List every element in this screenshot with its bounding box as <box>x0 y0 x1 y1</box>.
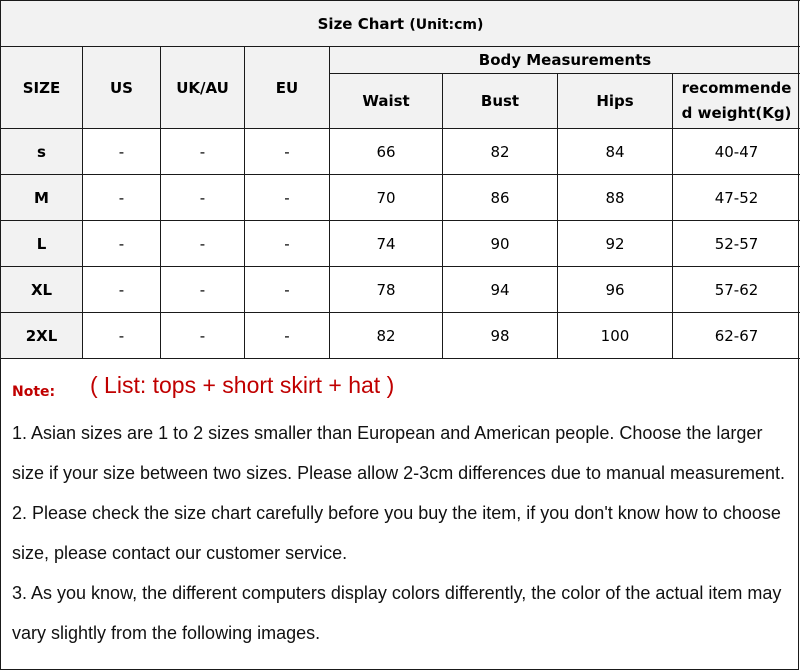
chart-title-main: Size Chart <box>317 14 405 33</box>
cell-waist: 78 <box>330 267 443 313</box>
cell-weight: 47-52 <box>673 175 800 221</box>
header-eu: EU <box>245 47 330 129</box>
note-line-1: 1. Asian sizes are 1 to 2 sizes smaller than European and American people. Choose the larger <box>12 423 763 443</box>
cell-hips: 84 <box>558 129 673 175</box>
header-size: SIZE <box>1 47 83 129</box>
cell-us: - <box>83 221 161 267</box>
cell-uk-au: - <box>161 313 245 359</box>
cell-size: L <box>1 221 83 267</box>
note-line-2: size if your size between two sizes. Please allow 2-3cm differences due to manual measurement. <box>12 463 786 483</box>
cell-bust: 90 <box>443 221 558 267</box>
cell-waist: 74 <box>330 221 443 267</box>
note-line-4: size, please contact our customer service. <box>12 543 348 563</box>
cell-bust: 94 <box>443 267 558 313</box>
cell-us: - <box>83 129 161 175</box>
header-waist: Waist <box>330 74 443 129</box>
cell-size: XL <box>1 267 83 313</box>
note-label: Note: <box>12 384 56 400</box>
note-line-3: 2. Please check the size chart carefully before you buy the item, if you don't know how to choose <box>12 503 781 523</box>
header-weight-line2: d weight(Kg) <box>681 104 792 122</box>
cell-uk-au: - <box>161 175 245 221</box>
cell-bust: 82 <box>443 129 558 175</box>
cell-weight: 52-57 <box>673 221 800 267</box>
cell-hips: 92 <box>558 221 673 267</box>
header-bust: Bust <box>443 74 558 129</box>
cell-bust: 86 <box>443 175 558 221</box>
cell-hips: 100 <box>558 313 673 359</box>
header-us: US <box>83 47 161 129</box>
note-line-6: vary slightly from the following images. <box>12 623 321 643</box>
note-list-contents: ( List: tops + short skirt + hat ) <box>90 372 395 398</box>
header-hips: Hips <box>558 74 673 129</box>
cell-uk-au: - <box>161 129 245 175</box>
cell-waist: 70 <box>330 175 443 221</box>
cell-waist: 66 <box>330 129 443 175</box>
header-weight-line1: recommende <box>681 79 792 97</box>
cell-bust: 98 <box>443 313 558 359</box>
cell-eu: - <box>245 129 330 175</box>
cell-weight: 40-47 <box>673 129 800 175</box>
cell-uk-au: - <box>161 267 245 313</box>
cell-eu: - <box>245 313 330 359</box>
cell-size: s <box>1 129 83 175</box>
cell-hips: 96 <box>558 267 673 313</box>
header-body-measurements: Body Measurements <box>330 47 800 74</box>
cell-uk-au: - <box>161 221 245 267</box>
cell-eu: - <box>245 267 330 313</box>
cell-size: 2XL <box>1 313 83 359</box>
cell-us: - <box>83 313 161 359</box>
cell-eu: - <box>245 175 330 221</box>
note-line-5: 3. As you know, the different computers display colors differently, the color of the actual item may <box>12 583 782 603</box>
cell-hips: 88 <box>558 175 673 221</box>
cell-waist: 82 <box>330 313 443 359</box>
cell-us: - <box>83 267 161 313</box>
cell-us: - <box>83 175 161 221</box>
cell-weight: 62-67 <box>673 313 800 359</box>
header-uk-au: UK/AU <box>161 47 245 129</box>
cell-size: M <box>1 175 83 221</box>
cell-weight: 57-62 <box>673 267 800 313</box>
chart-title-unit: (Unit:cm) <box>409 16 484 33</box>
cell-eu: - <box>245 221 330 267</box>
